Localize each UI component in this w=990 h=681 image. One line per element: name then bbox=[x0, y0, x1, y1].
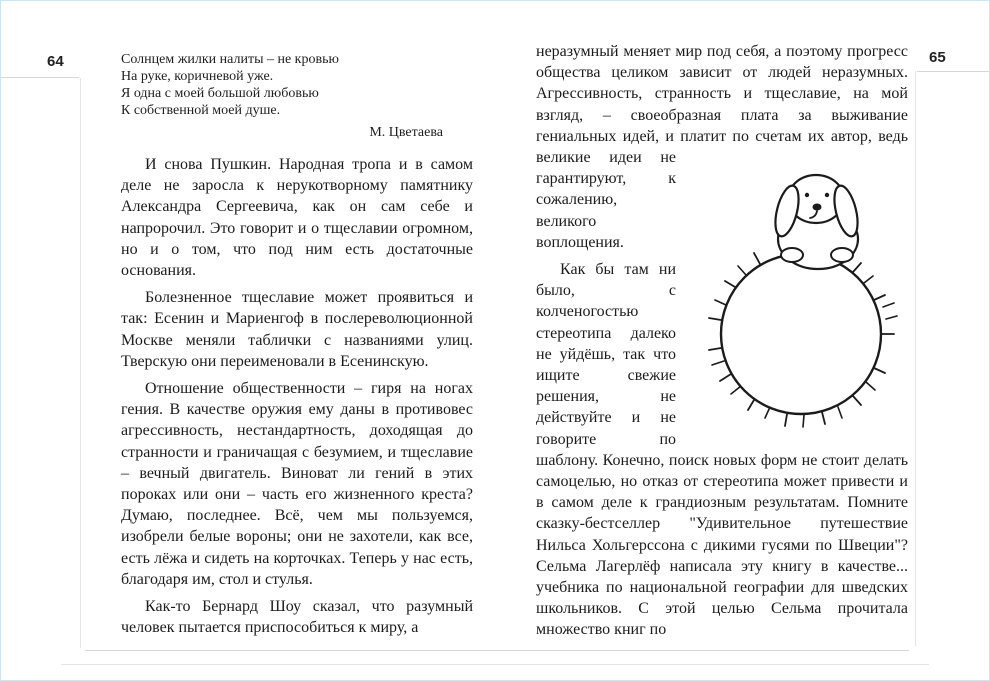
left-page-number: 64 bbox=[47, 53, 64, 70]
page-edge-line bbox=[61, 664, 929, 665]
epigraph-line: Я одна с моей большой любовью bbox=[121, 86, 319, 101]
epigraph bbox=[121, 51, 473, 141]
epigraph-attribution: М. Цветаева bbox=[369, 125, 443, 140]
dog-paw bbox=[831, 248, 853, 262]
paragraph: Как-то Бернард Шоу сказал, что разумный человек пытается приспособиться к миру, а bbox=[121, 598, 473, 637]
paragraph: Как бы там ни было, с колченогостью стереотипа далеко не уйдёшь, так что ищите свежие решения, не действуйте и не говорите по шаблону. Конечно, поиск новых форм не стоит делать самоцелью, но отказ от стереотипа может привести и в самом деле к грандиозным результатам. Помните сказку-бестселлер "Удивительное путешествие Нильса Хольгерссона с дикими гусями по Швеции"? Сельма Лагерлёф написала эту книгу в качестве... учебника по национальной географии для шведских школьников. С этой целью Сельма прочитала множество книг по bbox=[536, 261, 908, 639]
planet-circle bbox=[721, 254, 881, 414]
paragraph: И снова Пушкин. Народная тропа и в самом деле не заросла к нерукотворному памятнику Александра Сергеевича, как он сам себе и напророчил. Это говорит и о тщеславии огромном, но и о том, что под ним есть достаточные основания. bbox=[121, 156, 473, 280]
epigraph-line: К собственной моей душе. bbox=[121, 103, 281, 118]
left-page bbox=[121, 51, 473, 644]
dog-eye bbox=[825, 193, 829, 197]
left-page-text bbox=[121, 154, 473, 638]
page-edge-line bbox=[80, 78, 81, 648]
dog-on-planet-illustration bbox=[686, 149, 908, 441]
epigraph-line: Солнцем жилки налиты – не кровью bbox=[121, 52, 339, 67]
paragraph-continued-from-left-page bbox=[536, 41, 908, 253]
page-edge-line bbox=[915, 71, 916, 646]
paragraph: Отношение общественности – гиря на ногах гения. В качестве оружия ему даны в противовес агрессивность, нестандартность, доходящая до странности и граничащая с безумием, и тщеславие – вечный двигатель. Виноват ли гений в этих пороках или они – часть его жизненного креста? Думаю, последнее. Всё, чем мы пользуемся, изобрели белые вороны; они не захотели, как все, есть лёжа и сидеть на корточках. Теперь у нас есть, благодаря им, стол и стулья. bbox=[121, 380, 473, 588]
page-edge-line bbox=[917, 71, 990, 72]
page-edge-line bbox=[1, 77, 79, 78]
epigraph-line: На руке, коричневой уже. bbox=[121, 69, 274, 84]
paragraph: Болезненное тщеславие может проявиться и так: Есенин и Мариенгоф в послереволюционной Москве меняли таблички с названиями улиц. Тверскую они переименовали в Есенинскую. bbox=[121, 289, 473, 370]
dog-eye bbox=[805, 193, 809, 197]
dog-paw bbox=[781, 248, 803, 262]
right-page-number: 65 bbox=[929, 49, 946, 66]
page-edge-line bbox=[85, 650, 909, 651]
text-after-illustration: гарантируют, к сожалению, великого воплощения. bbox=[536, 170, 676, 251]
dog-nose bbox=[813, 204, 822, 211]
text-before-illustration: неразумный меняет мир под себя, а поэтому прогресс общества целиком зависит от людей неразумных. Агрессивность, странность и тщеславие, на мой взгляд, – своеобразная плата за выживание гениальных идей, и платит по счетам их автор, ведь великие идеи не bbox=[536, 43, 908, 167]
right-page bbox=[536, 41, 908, 647]
